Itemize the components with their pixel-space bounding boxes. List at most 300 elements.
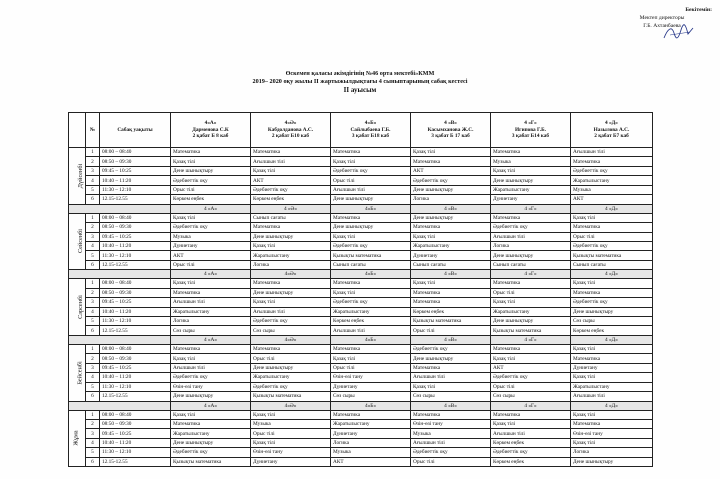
lesson-subject: Әдебиеттік оқу	[571, 166, 653, 175]
class-name: 4«Ә»	[284, 119, 297, 126]
class-subheader-row	[69, 270, 653, 279]
table-row	[69, 317, 653, 326]
table-row	[69, 448, 653, 457]
lesson-subject: Сынып сағаты	[491, 260, 571, 269]
table-row	[69, 223, 653, 232]
lesson-subject: Әдебиеттік оқу	[411, 448, 491, 457]
lesson-number: 1	[86, 410, 100, 419]
class-room: 3 қабат Б 17 каб	[431, 133, 470, 140]
lesson-subject: Әдебиеттік оқу	[251, 317, 331, 326]
lesson-subject: Музыка	[491, 157, 571, 166]
lesson-subject: Математика	[331, 148, 411, 157]
class-teacher: Кабдолданова А.С.	[267, 126, 314, 133]
lesson-subject: Қазақ тілі	[411, 232, 491, 241]
lesson-subject: Орыс тілі	[331, 176, 411, 185]
lesson-subject: Қазақ тілі	[171, 354, 251, 363]
lesson-subject: Сынып сағаты	[331, 260, 411, 269]
lesson-subject: АКТ	[331, 457, 411, 466]
lesson-subject: Қазақ тілі	[171, 157, 251, 166]
lesson-subject: Ағылшын тілі	[411, 438, 491, 447]
lesson-subject: Әдебиеттік оқу	[571, 241, 653, 250]
table-row	[69, 195, 653, 204]
lesson-subject: Ағылшын тілі	[411, 373, 491, 382]
lesson-number: 5	[86, 317, 100, 326]
lesson-subject: Математика	[571, 288, 653, 297]
table-row	[69, 354, 653, 363]
lesson-number: 3	[86, 363, 100, 372]
lesson-time: 10:40 – 11:20	[100, 438, 171, 447]
heading-schedule-title: 2019– 2020 оқу жылы II жартыжылдықтағы 4 сыныптарының сабақ кестесі	[252, 78, 468, 85]
approval-position: Мектеп директоры	[639, 15, 685, 21]
lesson-number: 2	[86, 157, 100, 166]
lesson-time: 10:40 – 11:20	[100, 241, 171, 250]
table-row	[69, 260, 653, 269]
day-cell	[69, 279, 86, 336]
lesson-subject: Ағылшын тілі	[571, 148, 653, 157]
lesson-subject: Логика	[411, 195, 491, 204]
lesson-subject: Сөз сыры	[491, 392, 571, 401]
lesson-subject: Қазақ тілі	[491, 298, 571, 307]
lesson-subject: Дене шынықтыру	[171, 438, 251, 447]
lesson-subject: Математика	[411, 410, 491, 419]
header-time: Сабақ уақыты	[100, 113, 171, 148]
day-cell	[69, 344, 86, 401]
lesson-number: 1	[86, 344, 100, 353]
lesson-subject: Дүниетану	[171, 241, 251, 250]
lesson-subject: Дүниетану	[571, 363, 653, 372]
lesson-subject: Математика	[411, 288, 491, 297]
class-teacher: Касымханова Ж.С.	[427, 126, 474, 133]
lesson-subject: Әдебиеттік оқу	[171, 223, 251, 232]
lesson-subject: Орыс тілі	[491, 288, 571, 297]
lesson-subject: Ағылшын тілі	[251, 307, 331, 316]
class-room: 2 қабат Б7 каб	[594, 133, 629, 140]
lesson-subject: Орыс тілі	[411, 457, 491, 466]
lesson-number: 2	[86, 419, 100, 428]
lesson-subject: Дене шынықтыру	[331, 195, 411, 204]
lesson-subject: Қазақ тілі	[411, 382, 491, 391]
lesson-number: 5	[86, 185, 100, 194]
lesson-subject: Қазақ тілі	[251, 438, 331, 447]
lesson-time: 11:30 – 12:10	[100, 382, 171, 391]
subheader-class: 4«Ә»	[251, 401, 331, 410]
lesson-subject: Математика	[411, 363, 491, 372]
subheader-blank	[69, 401, 171, 410]
lesson-subject: Орыс тілі	[171, 260, 251, 269]
lesson-number: 3	[86, 298, 100, 307]
lesson-subject: Қазақ тілі	[491, 166, 571, 175]
subheader-class: 4 «В»	[411, 270, 491, 279]
lesson-subject: Көркем еңбек	[491, 457, 571, 466]
header-class	[251, 113, 331, 148]
lesson-time: 08:00 – 08:40	[100, 148, 171, 157]
table-row	[69, 288, 653, 297]
lesson-subject: Логика	[491, 241, 571, 250]
lesson-number: 2	[86, 223, 100, 232]
lesson-subject: Қазақ тілі	[251, 298, 331, 307]
lesson-number: 5	[86, 382, 100, 391]
lesson-subject: Орыс тілі	[491, 382, 571, 391]
class-room: 2 қабат Б 8 каб	[192, 133, 229, 140]
lesson-number: 4	[86, 373, 100, 382]
table-row	[69, 166, 653, 175]
subheader-class: 4 «Д»	[571, 401, 653, 410]
lesson-subject: Қазақ тілі	[251, 410, 331, 419]
lesson-subject: Дүниетану	[251, 457, 331, 466]
lesson-time: 09:45 – 10:25	[100, 232, 171, 241]
lesson-subject: Дүниетану	[411, 251, 491, 260]
lesson-subject: Математика	[491, 148, 571, 157]
subheader-blank	[69, 335, 171, 344]
lesson-subject: Қазақ тілі	[571, 279, 653, 288]
subheader-blank	[69, 204, 171, 213]
lesson-subject: Дене шынықтыру	[411, 354, 491, 363]
lesson-subject: Әдебиеттік оқу	[331, 298, 411, 307]
class-subheader-row	[69, 401, 653, 410]
lesson-time: 11:30 – 12:10	[100, 185, 171, 194]
lesson-subject: Өзін-өзі тану	[411, 419, 491, 428]
lesson-subject: Сөз сыры	[171, 326, 251, 335]
lesson-subject: Әдебиеттік оқу	[171, 176, 251, 185]
lesson-subject: Қазақ тілі	[331, 288, 411, 297]
lesson-number: 3	[86, 166, 100, 175]
lesson-subject: Математика	[331, 344, 411, 353]
table-row	[69, 382, 653, 391]
class-name: 4 «Г»	[524, 119, 537, 126]
lesson-subject: Жаратылыстану	[331, 419, 411, 428]
subheader-class: 4 «Д»	[571, 204, 653, 213]
table-row	[69, 438, 653, 447]
lesson-subject: АКТ	[491, 363, 571, 372]
lesson-time: 09:45 – 10:25	[100, 363, 171, 372]
lesson-subject: Әдебиеттік оқу	[251, 185, 331, 194]
lesson-time: 10:40 – 11:20	[100, 373, 171, 382]
lesson-subject: Музыка	[411, 429, 491, 438]
lesson-time: 08:00 – 08:40	[100, 279, 171, 288]
class-name: 4«А»	[204, 119, 217, 126]
table-row	[69, 176, 653, 185]
subheader-class: 4«Б»	[331, 270, 411, 279]
subheader-class: 4 «А»	[171, 204, 251, 213]
lesson-subject: Қазақ тілі	[331, 354, 411, 363]
table-header-row	[69, 113, 653, 148]
lesson-subject: Орыс тілі	[571, 232, 653, 241]
table-row	[69, 213, 653, 222]
lesson-time: 11:30 – 12:10	[100, 317, 171, 326]
lesson-subject: Математика	[411, 157, 491, 166]
lesson-number: 4	[86, 307, 100, 316]
lesson-time: 08:50 – 09:30	[100, 419, 171, 428]
lesson-subject: Математика	[411, 223, 491, 232]
lesson-subject: Көркем еңбек	[171, 195, 251, 204]
lesson-subject: Математика	[331, 279, 411, 288]
subheader-class: 4«Б»	[331, 401, 411, 410]
subheader-class: 4 «Ә»	[251, 204, 331, 213]
lesson-subject: Математика	[571, 354, 653, 363]
table-row	[69, 429, 653, 438]
header-class	[171, 113, 251, 148]
lesson-subject: Жаратылыстану	[571, 382, 653, 391]
lesson-subject: Қазақ тілі	[571, 344, 653, 353]
lesson-number: 6	[86, 260, 100, 269]
lesson-subject: Әдебиеттік оқу	[491, 223, 571, 232]
lesson-number: 5	[86, 251, 100, 260]
lesson-subject: Сөз сыры	[331, 392, 411, 401]
header-class	[491, 113, 571, 148]
table-row	[69, 392, 653, 401]
lesson-number: 4	[86, 241, 100, 250]
lesson-subject: Қазақ тілі	[251, 241, 331, 250]
lesson-time: 10:40 – 11:20	[100, 176, 171, 185]
lesson-subject: Дүниетану	[331, 429, 411, 438]
lesson-subject: Логика	[251, 260, 331, 269]
lesson-subject: Дене шынықтыру	[171, 166, 251, 175]
lesson-subject: Дүниетану	[331, 382, 411, 391]
lesson-subject: Орыс тілі	[251, 354, 331, 363]
class-room: 2 қабат Б10 каб	[271, 133, 310, 140]
lesson-subject: АКТ	[571, 195, 653, 204]
lesson-subject: Көркем еңбек	[571, 326, 653, 335]
lesson-subject: Дене шынықтыру	[251, 288, 331, 297]
lesson-subject: Өзін-өзі тану	[171, 382, 251, 391]
lesson-subject: Сынып сағаты	[251, 213, 331, 222]
lesson-subject: Қызықты математика	[331, 251, 411, 260]
lesson-subject: Дене шынықтыру	[171, 392, 251, 401]
lesson-subject: Қазақ тілі	[491, 354, 571, 363]
lesson-subject: Қызықты математика	[571, 251, 653, 260]
lesson-subject: Дене шынықтыру	[251, 232, 331, 241]
lesson-subject: Жаратылыстану	[251, 373, 331, 382]
lesson-number: 6	[86, 326, 100, 335]
lesson-subject: Математика	[171, 419, 251, 428]
lesson-subject: Дене шынықтыру	[491, 317, 571, 326]
lesson-subject: Музыка	[331, 448, 411, 457]
table-row	[69, 298, 653, 307]
lesson-subject: Көркем еңбек	[491, 438, 571, 447]
subheader-class: 4 «В»	[411, 401, 491, 410]
lesson-time: 09:45 – 10:25	[100, 166, 171, 175]
lesson-subject: АКТ	[251, 176, 331, 185]
lesson-subject: Өзін-өзі тану	[571, 429, 653, 438]
lesson-subject: Көркем еңбек	[251, 195, 331, 204]
subheader-class: 4 «Г»	[491, 335, 571, 344]
lesson-subject: Ағылшын тілі	[171, 298, 251, 307]
lesson-subject: Көркем еңбек	[331, 317, 411, 326]
class-room: 3 қабат Б18 каб	[351, 133, 390, 140]
lesson-subject: Қазақ тілі	[571, 438, 653, 447]
lesson-subject: Математика	[171, 148, 251, 157]
table-row	[69, 373, 653, 382]
class-subheader-row	[69, 204, 653, 213]
lesson-subject: Қазақ тілі	[171, 213, 251, 222]
lesson-subject: Ағылшын тілі	[331, 326, 411, 335]
lesson-time: 12.15-12.55	[100, 326, 171, 335]
lesson-subject: Әдебиеттік оқу	[331, 166, 411, 175]
class-teacher: Дарменова С.К	[192, 126, 229, 133]
lesson-time: 12.15-12.55	[100, 457, 171, 466]
lesson-subject: Қазақ тілі	[171, 279, 251, 288]
header-class	[411, 113, 491, 148]
lesson-subject: Сөз сыры	[251, 326, 331, 335]
lesson-subject: Әдебиеттік оқу	[491, 373, 571, 382]
lesson-time: 08:00 – 08:40	[100, 344, 171, 353]
table-row	[69, 326, 653, 335]
class-name: 4 «В»	[444, 119, 457, 126]
table-row	[69, 185, 653, 194]
subheader-class: 4 «Г»	[491, 270, 571, 279]
lesson-subject: Әдебиеттік оқу	[171, 448, 251, 457]
lesson-time: 12.15-12.55	[100, 260, 171, 269]
subheader-class: 4 «А»	[171, 401, 251, 410]
lesson-number: 1	[86, 148, 100, 157]
lesson-time: 09:45 – 10:25	[100, 429, 171, 438]
subheader-class: 4 «А»	[171, 335, 251, 344]
lesson-subject: Қазақ тілі	[411, 279, 491, 288]
lesson-subject: Математика	[251, 223, 331, 232]
subheader-class: 4 «В»	[411, 204, 491, 213]
lesson-subject: Ағылшын тілі	[331, 185, 411, 194]
lesson-subject: Математика	[331, 213, 411, 222]
lesson-subject: Музыка	[171, 232, 251, 241]
lesson-subject: Қазақ тілі	[491, 419, 571, 428]
table-row	[69, 307, 653, 316]
lesson-time: 08:50 – 09:30	[100, 354, 171, 363]
lesson-subject: Математика	[571, 223, 653, 232]
lesson-subject: Орыс тілі	[251, 429, 331, 438]
lesson-subject: АКТ	[171, 251, 251, 260]
subheader-class: 4«Б»	[331, 204, 411, 213]
lesson-subject: Өзін-өзі тану	[331, 373, 411, 382]
lesson-subject: Сынып сағаты	[411, 260, 491, 269]
day-name: Бейсенбі	[76, 361, 84, 385]
lesson-number: 1	[86, 213, 100, 222]
day-cell	[69, 213, 86, 270]
lesson-time: 08:00 – 08:40	[100, 410, 171, 419]
lesson-subject: Жаратылыстану	[171, 307, 251, 316]
day-cell	[69, 410, 86, 467]
table-row	[69, 241, 653, 250]
approval-block	[612, 6, 712, 30]
lesson-subject: Қызықты математика	[171, 457, 251, 466]
lesson-subject: Қазақ тілі	[571, 373, 653, 382]
approval-title: Бекітемін:	[685, 7, 712, 13]
subheader-class: 4 «Д»	[571, 335, 653, 344]
table-row	[69, 157, 653, 166]
class-name: 4 «Д»	[605, 119, 618, 126]
lesson-subject: Музыка	[251, 419, 331, 428]
lesson-subject: Математика	[491, 344, 571, 353]
lesson-time: 11:30 – 12:10	[100, 448, 171, 457]
lesson-subject: Орыс тілі	[331, 363, 411, 372]
class-name: 4«Б»	[364, 119, 377, 126]
lesson-subject: Математика	[491, 279, 571, 288]
lesson-subject: Қазақ тілі	[171, 410, 251, 419]
table-row	[69, 457, 653, 466]
lesson-subject: Математика	[171, 344, 251, 353]
lesson-number: 4	[86, 438, 100, 447]
day-name: Сейсенбі	[77, 229, 85, 254]
heading-school: Өскемен қаласы әкімдігінің №46 орта мектебі»КММ	[285, 70, 435, 77]
table-row	[69, 251, 653, 260]
table-row	[69, 279, 653, 288]
lesson-subject: Дене шынықтыру	[411, 185, 491, 194]
lesson-number: 5	[86, 448, 100, 457]
lesson-subject: Жаратылыстану	[251, 251, 331, 260]
lesson-number: 6	[86, 457, 100, 466]
approval-name: Г.Б. Ахтанбаева	[643, 23, 681, 29]
lesson-subject: Логика	[571, 448, 653, 457]
lesson-subject: Ағылшын тілі	[251, 157, 331, 166]
lesson-subject: Қазақ тілі	[411, 148, 491, 157]
lesson-subject: Математика	[491, 213, 571, 222]
lesson-subject: Орыс тілі	[411, 326, 491, 335]
signature-image	[662, 24, 696, 42]
day-name: Дүйсенбі	[77, 163, 85, 188]
class-subheader-row	[69, 335, 653, 344]
lesson-subject: Қызықты математика	[491, 326, 571, 335]
lesson-subject: Әдебиеттік оқу	[571, 298, 653, 307]
class-teacher: Игипова Г.Б.	[515, 126, 546, 133]
class-room: 3 қабат Б14 каб	[511, 133, 550, 140]
lesson-subject: Ағылшын тілі	[571, 392, 653, 401]
lesson-subject: Ағылшын тілі	[491, 429, 571, 438]
lesson-subject: Көркем еңбек	[411, 307, 491, 316]
lesson-time: 10:40 – 11:20	[100, 307, 171, 316]
table-row	[69, 344, 653, 353]
day-name: Жұма	[72, 430, 80, 446]
lesson-subject: Жаратылыстану	[411, 241, 491, 250]
lesson-subject: Әдебиеттік оқу	[171, 373, 251, 382]
lesson-subject: Математика	[171, 288, 251, 297]
subheader-class: 4 «В»	[411, 335, 491, 344]
lesson-subject: Жаратылыстану	[171, 429, 251, 438]
lesson-time: 11:30 – 12:10	[100, 251, 171, 260]
document-heading	[0, 70, 720, 95]
table-row	[69, 232, 653, 241]
lesson-subject: Қызықты математика	[411, 317, 491, 326]
lesson-time: 08:00 – 08:40	[100, 213, 171, 222]
lesson-subject: Математика	[251, 279, 331, 288]
lesson-subject: Әдебиеттік оқу	[411, 344, 491, 353]
header-class	[331, 113, 411, 148]
schedule-table	[68, 112, 653, 467]
lesson-subject: Қазақ тілі	[331, 232, 411, 241]
lesson-number: 2	[86, 354, 100, 363]
subheader-class: 4 «Г»	[491, 401, 571, 410]
day-name: Сәрсенбі	[76, 295, 84, 319]
lesson-subject: Логика	[331, 438, 411, 447]
class-teacher: Сайлыбаева Г.Б.	[350, 126, 391, 133]
class-teacher: Назылова А.С.	[593, 126, 630, 133]
lesson-subject: Әдебиеттік оқу	[491, 448, 571, 457]
lesson-subject: Орыс тілі	[171, 185, 251, 194]
subheader-class: 4 «Г»	[491, 204, 571, 213]
subheader-class: 4«Ә»	[251, 270, 331, 279]
subheader-class: 4«Ә»	[251, 335, 331, 344]
lesson-subject: Әдебиеттік оқу	[331, 241, 411, 250]
lesson-subject: Математика	[571, 157, 653, 166]
lesson-time: 12.15-12.55	[100, 392, 171, 401]
lesson-time: 08:50 – 09:30	[100, 157, 171, 166]
lesson-number: 2	[86, 288, 100, 297]
lesson-time: 12.15-12.55	[100, 195, 171, 204]
header-number: №	[86, 113, 100, 148]
lesson-subject: Математика	[411, 298, 491, 307]
subheader-class: 4 «Д»	[571, 270, 653, 279]
lesson-number: 6	[86, 392, 100, 401]
lesson-subject: Дене шынықтыру	[571, 307, 653, 316]
lesson-time: 08:50 – 09:30	[100, 288, 171, 297]
